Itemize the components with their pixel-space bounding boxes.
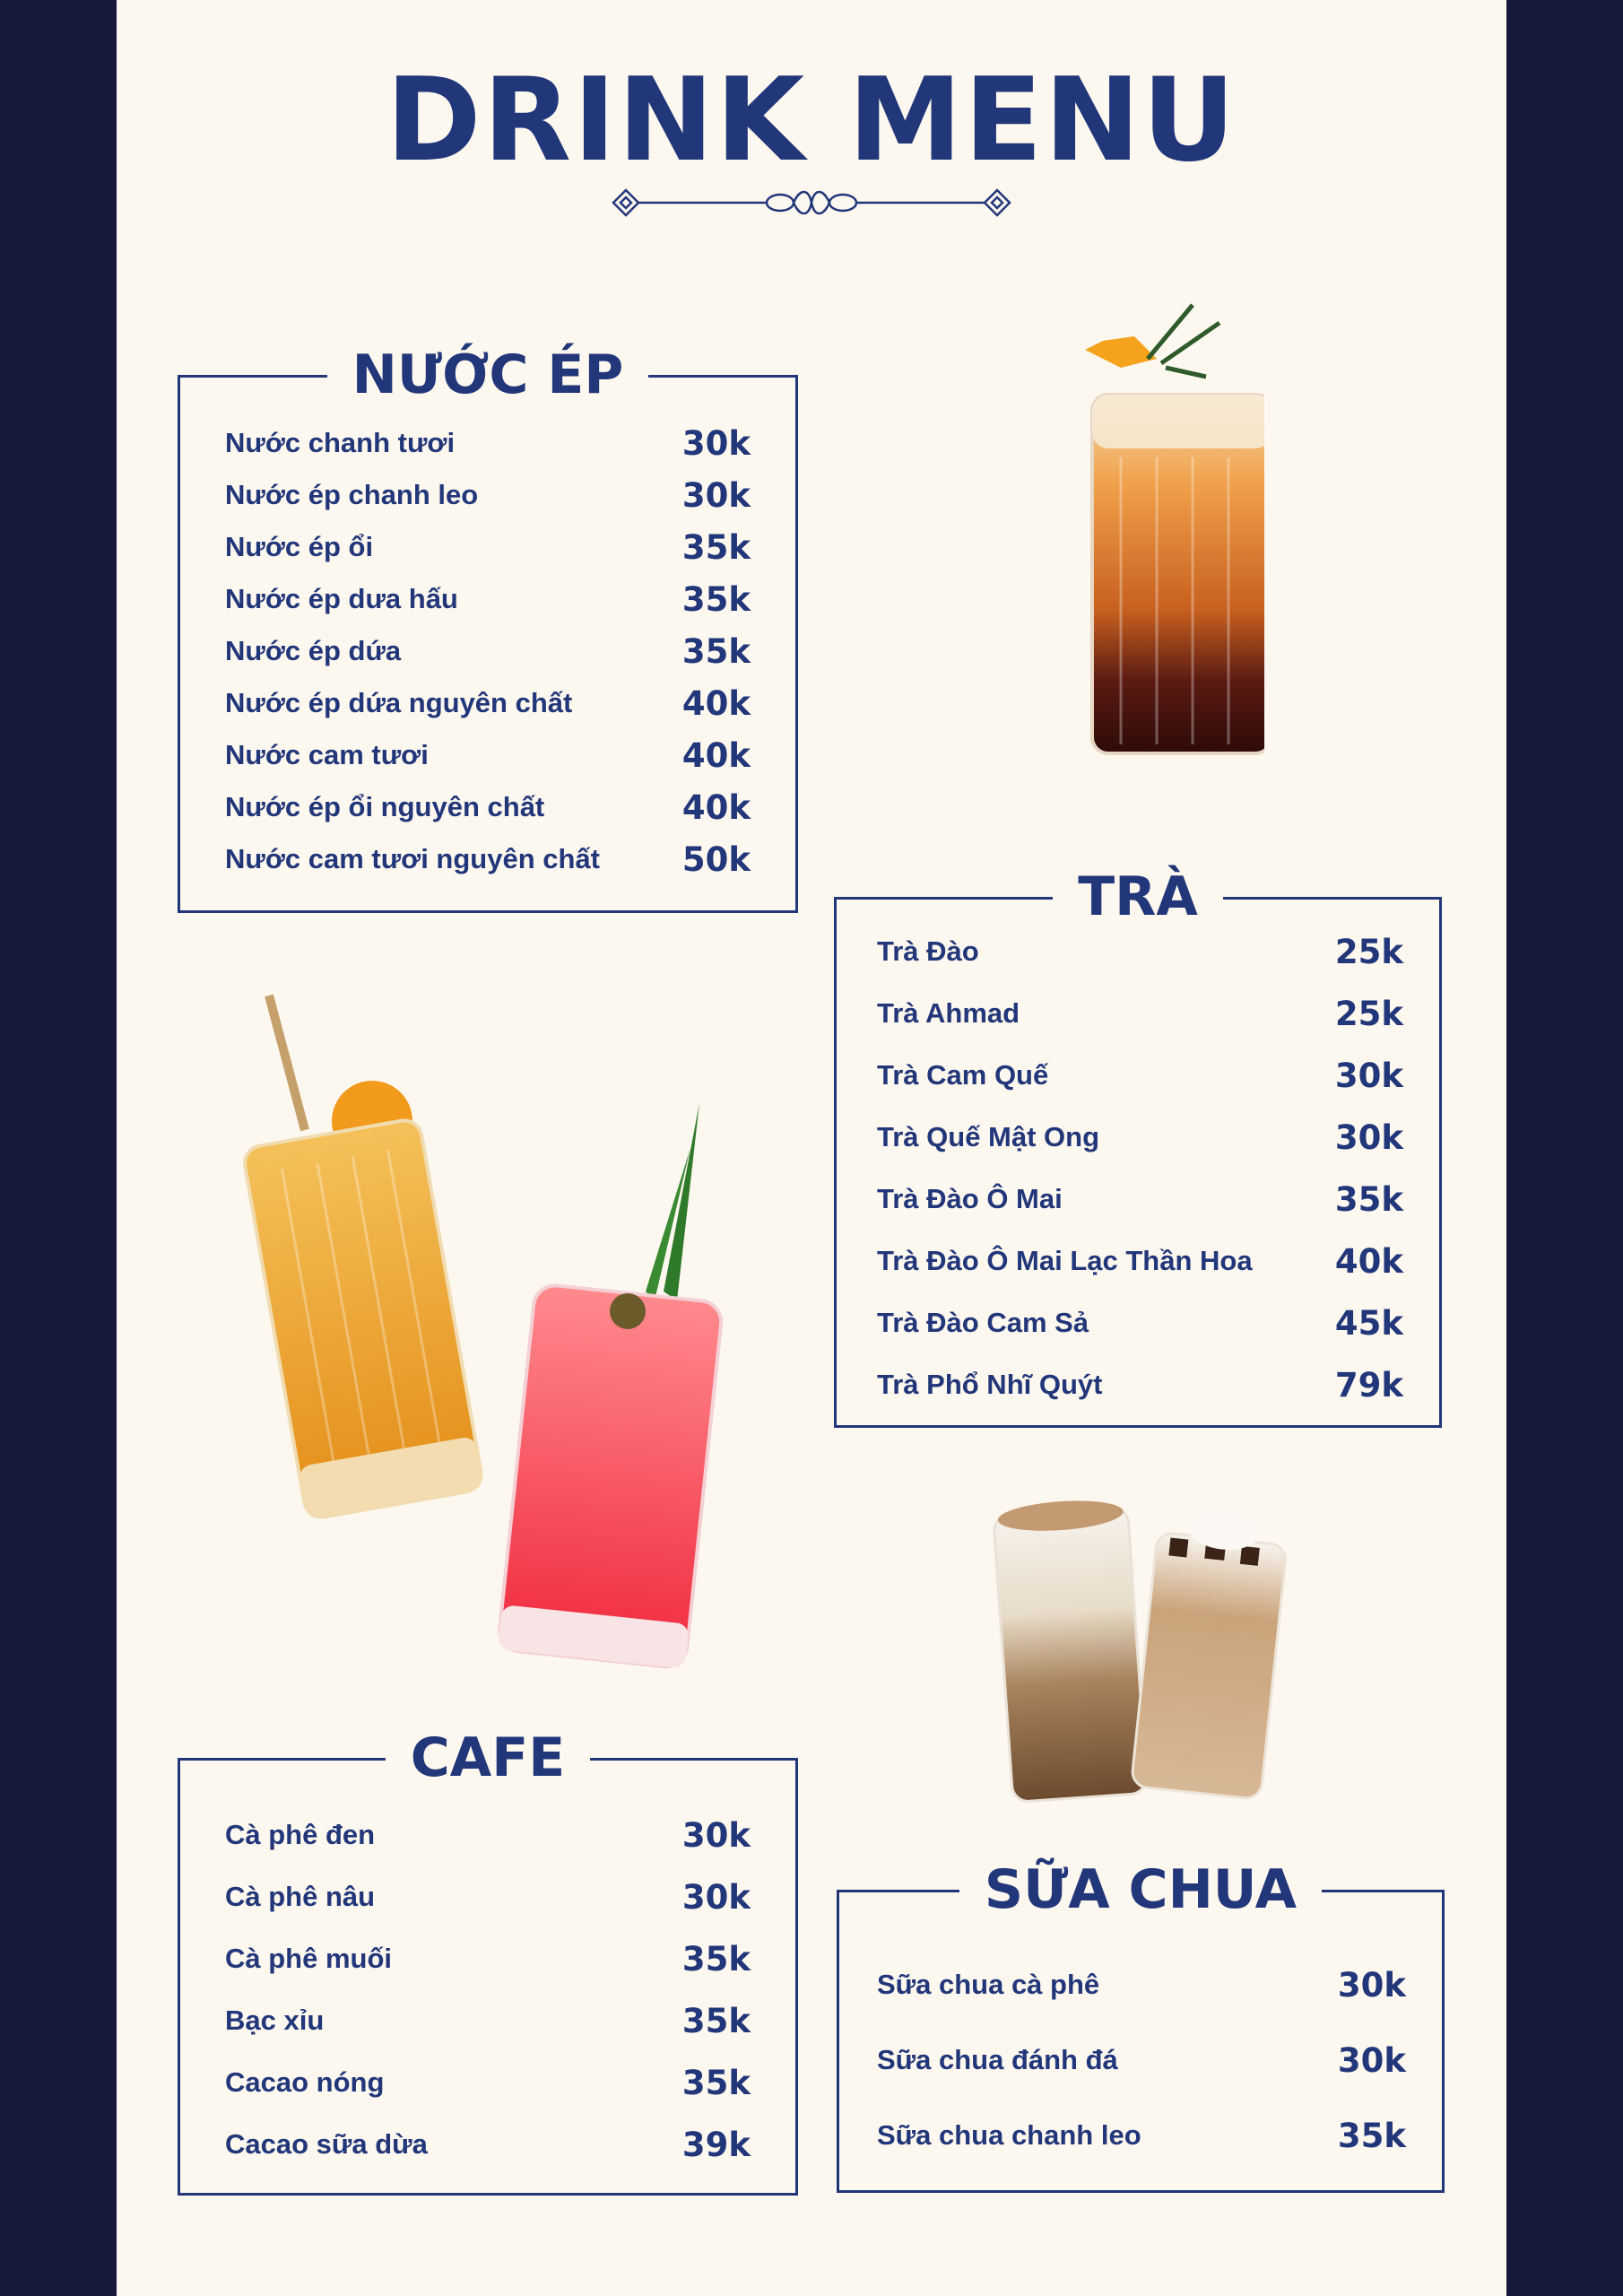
item-price: 30k bbox=[1334, 1056, 1403, 1095]
section-title-sua-chua: SỮA CHUA bbox=[959, 1849, 1322, 1930]
item-name: Cà phê muối bbox=[225, 1943, 393, 1974]
item-price: 35k bbox=[681, 2001, 751, 2040]
item-price: 30k bbox=[1337, 2040, 1406, 2080]
item-price: 45k bbox=[1334, 1303, 1403, 1343]
item-price: 40k bbox=[1334, 1241, 1403, 1281]
item-name: Trà Đào Ô Mai bbox=[877, 1183, 1063, 1214]
menu-item bbox=[225, 1934, 751, 1984]
item-price: 40k bbox=[681, 787, 751, 827]
iced-tea-glass-image bbox=[1049, 296, 1264, 780]
item-name: Trà Đào Ô Mai Lạc Thần Hoa bbox=[877, 1245, 1253, 1276]
menu-item bbox=[225, 1996, 751, 2046]
menu-item bbox=[225, 1810, 751, 1860]
item-name: Nước cam tươi bbox=[225, 739, 429, 770]
item-price: 35k bbox=[681, 1939, 751, 1979]
item-price: 30k bbox=[1334, 1118, 1403, 1157]
item-name: Trà Đào bbox=[877, 935, 979, 967]
item-name: Trà Cam Quế bbox=[877, 1059, 1049, 1091]
item-name: Nước ép dứa nguyên chất bbox=[225, 687, 573, 718]
menu-item bbox=[877, 1050, 1403, 1100]
item-name: Trà Ahmad bbox=[877, 997, 1020, 1029]
menu-title: DRINK MENU bbox=[386, 54, 1237, 187]
menu-item bbox=[877, 1360, 1403, 1410]
menu-item bbox=[877, 1960, 1406, 2010]
item-price: 35k bbox=[1334, 1179, 1403, 1219]
menu-item bbox=[225, 678, 751, 728]
ornament-divider bbox=[610, 179, 1013, 226]
menu-item bbox=[225, 782, 751, 832]
item-name: Nước ép ổi nguyên chất bbox=[225, 791, 545, 822]
item-price: 25k bbox=[1334, 994, 1403, 1033]
section-title-cafe: CAFE bbox=[386, 1718, 590, 1798]
item-price: 40k bbox=[681, 735, 751, 775]
item-price: 40k bbox=[681, 683, 751, 723]
item-name: Sữa chua cà phê bbox=[877, 1969, 1100, 2000]
menu-item bbox=[225, 730, 751, 780]
item-price: 35k bbox=[1337, 2116, 1406, 2155]
item-name: Sữa chua chanh leo bbox=[877, 2119, 1141, 2151]
item-price: 50k bbox=[681, 839, 751, 879]
menu-item bbox=[877, 926, 1403, 977]
item-name: Cà phê nâu bbox=[225, 1881, 376, 1912]
menu-item bbox=[877, 1236, 1403, 1286]
menu-item bbox=[877, 2110, 1406, 2161]
menu-item bbox=[877, 2035, 1406, 2085]
item-price: 35k bbox=[681, 527, 751, 567]
item-name: Nước ép dưa hấu bbox=[225, 583, 458, 614]
menu-item bbox=[225, 522, 751, 572]
item-price: 30k bbox=[1337, 1965, 1406, 2005]
item-price: 30k bbox=[681, 1877, 751, 1917]
item-price: 30k bbox=[681, 1815, 751, 1855]
item-name: Nước ép dứa bbox=[225, 635, 402, 666]
item-name: Nước ép chanh leo bbox=[225, 479, 479, 510]
item-name: Sữa chua đánh đá bbox=[877, 2044, 1118, 2075]
item-name: Bạc xỉu bbox=[225, 2005, 325, 2036]
section-title-tra: TRÀ bbox=[1053, 857, 1223, 937]
menu-item bbox=[225, 2057, 751, 2108]
menu-item bbox=[877, 1174, 1403, 1224]
item-name: Cacao sữa dừa bbox=[225, 2128, 428, 2160]
item-name: Nước cam tươi nguyên chất bbox=[225, 843, 601, 874]
menu-item bbox=[225, 1872, 751, 1922]
item-name: Trà Phổ Nhĩ Quýt bbox=[877, 1369, 1103, 1400]
section-title-nuoc-ep: NƯỚC ÉP bbox=[327, 335, 649, 415]
item-price: 35k bbox=[681, 631, 751, 671]
menu-item bbox=[877, 1298, 1403, 1348]
coffee-glasses-image bbox=[986, 1493, 1291, 1807]
menu-item bbox=[877, 988, 1403, 1039]
menu-item bbox=[225, 418, 751, 468]
section-sua-chua bbox=[837, 1858, 1445, 2193]
menu-page bbox=[117, 0, 1506, 2296]
juice-glasses-image bbox=[224, 987, 798, 1686]
menu-item bbox=[225, 2119, 751, 2170]
item-price: 30k bbox=[681, 475, 751, 515]
item-name: Cà phê đen bbox=[225, 1819, 376, 1850]
menu-item bbox=[225, 470, 751, 520]
item-price: 39k bbox=[681, 2125, 751, 2164]
section-tra bbox=[834, 865, 1442, 1428]
section-cafe bbox=[178, 1726, 798, 2196]
item-price: 25k bbox=[1334, 932, 1403, 971]
item-price: 35k bbox=[681, 579, 751, 619]
item-name: Nước chanh tươi bbox=[225, 427, 456, 458]
menu-item bbox=[877, 1112, 1403, 1162]
menu-item bbox=[225, 626, 751, 676]
menu-item bbox=[225, 574, 751, 624]
item-price: 79k bbox=[1334, 1365, 1403, 1405]
item-price: 30k bbox=[681, 423, 751, 463]
item-name: Trà Đào Cam Sả bbox=[877, 1307, 1089, 1338]
item-name: Trà Quế Mật Ong bbox=[877, 1121, 1100, 1152]
menu-item bbox=[225, 834, 751, 884]
item-name: Cacao nóng bbox=[225, 2066, 385, 2098]
section-nuoc-ep bbox=[178, 344, 798, 913]
item-name: Nước ép ổi bbox=[225, 531, 374, 562]
item-price: 35k bbox=[681, 2063, 751, 2102]
